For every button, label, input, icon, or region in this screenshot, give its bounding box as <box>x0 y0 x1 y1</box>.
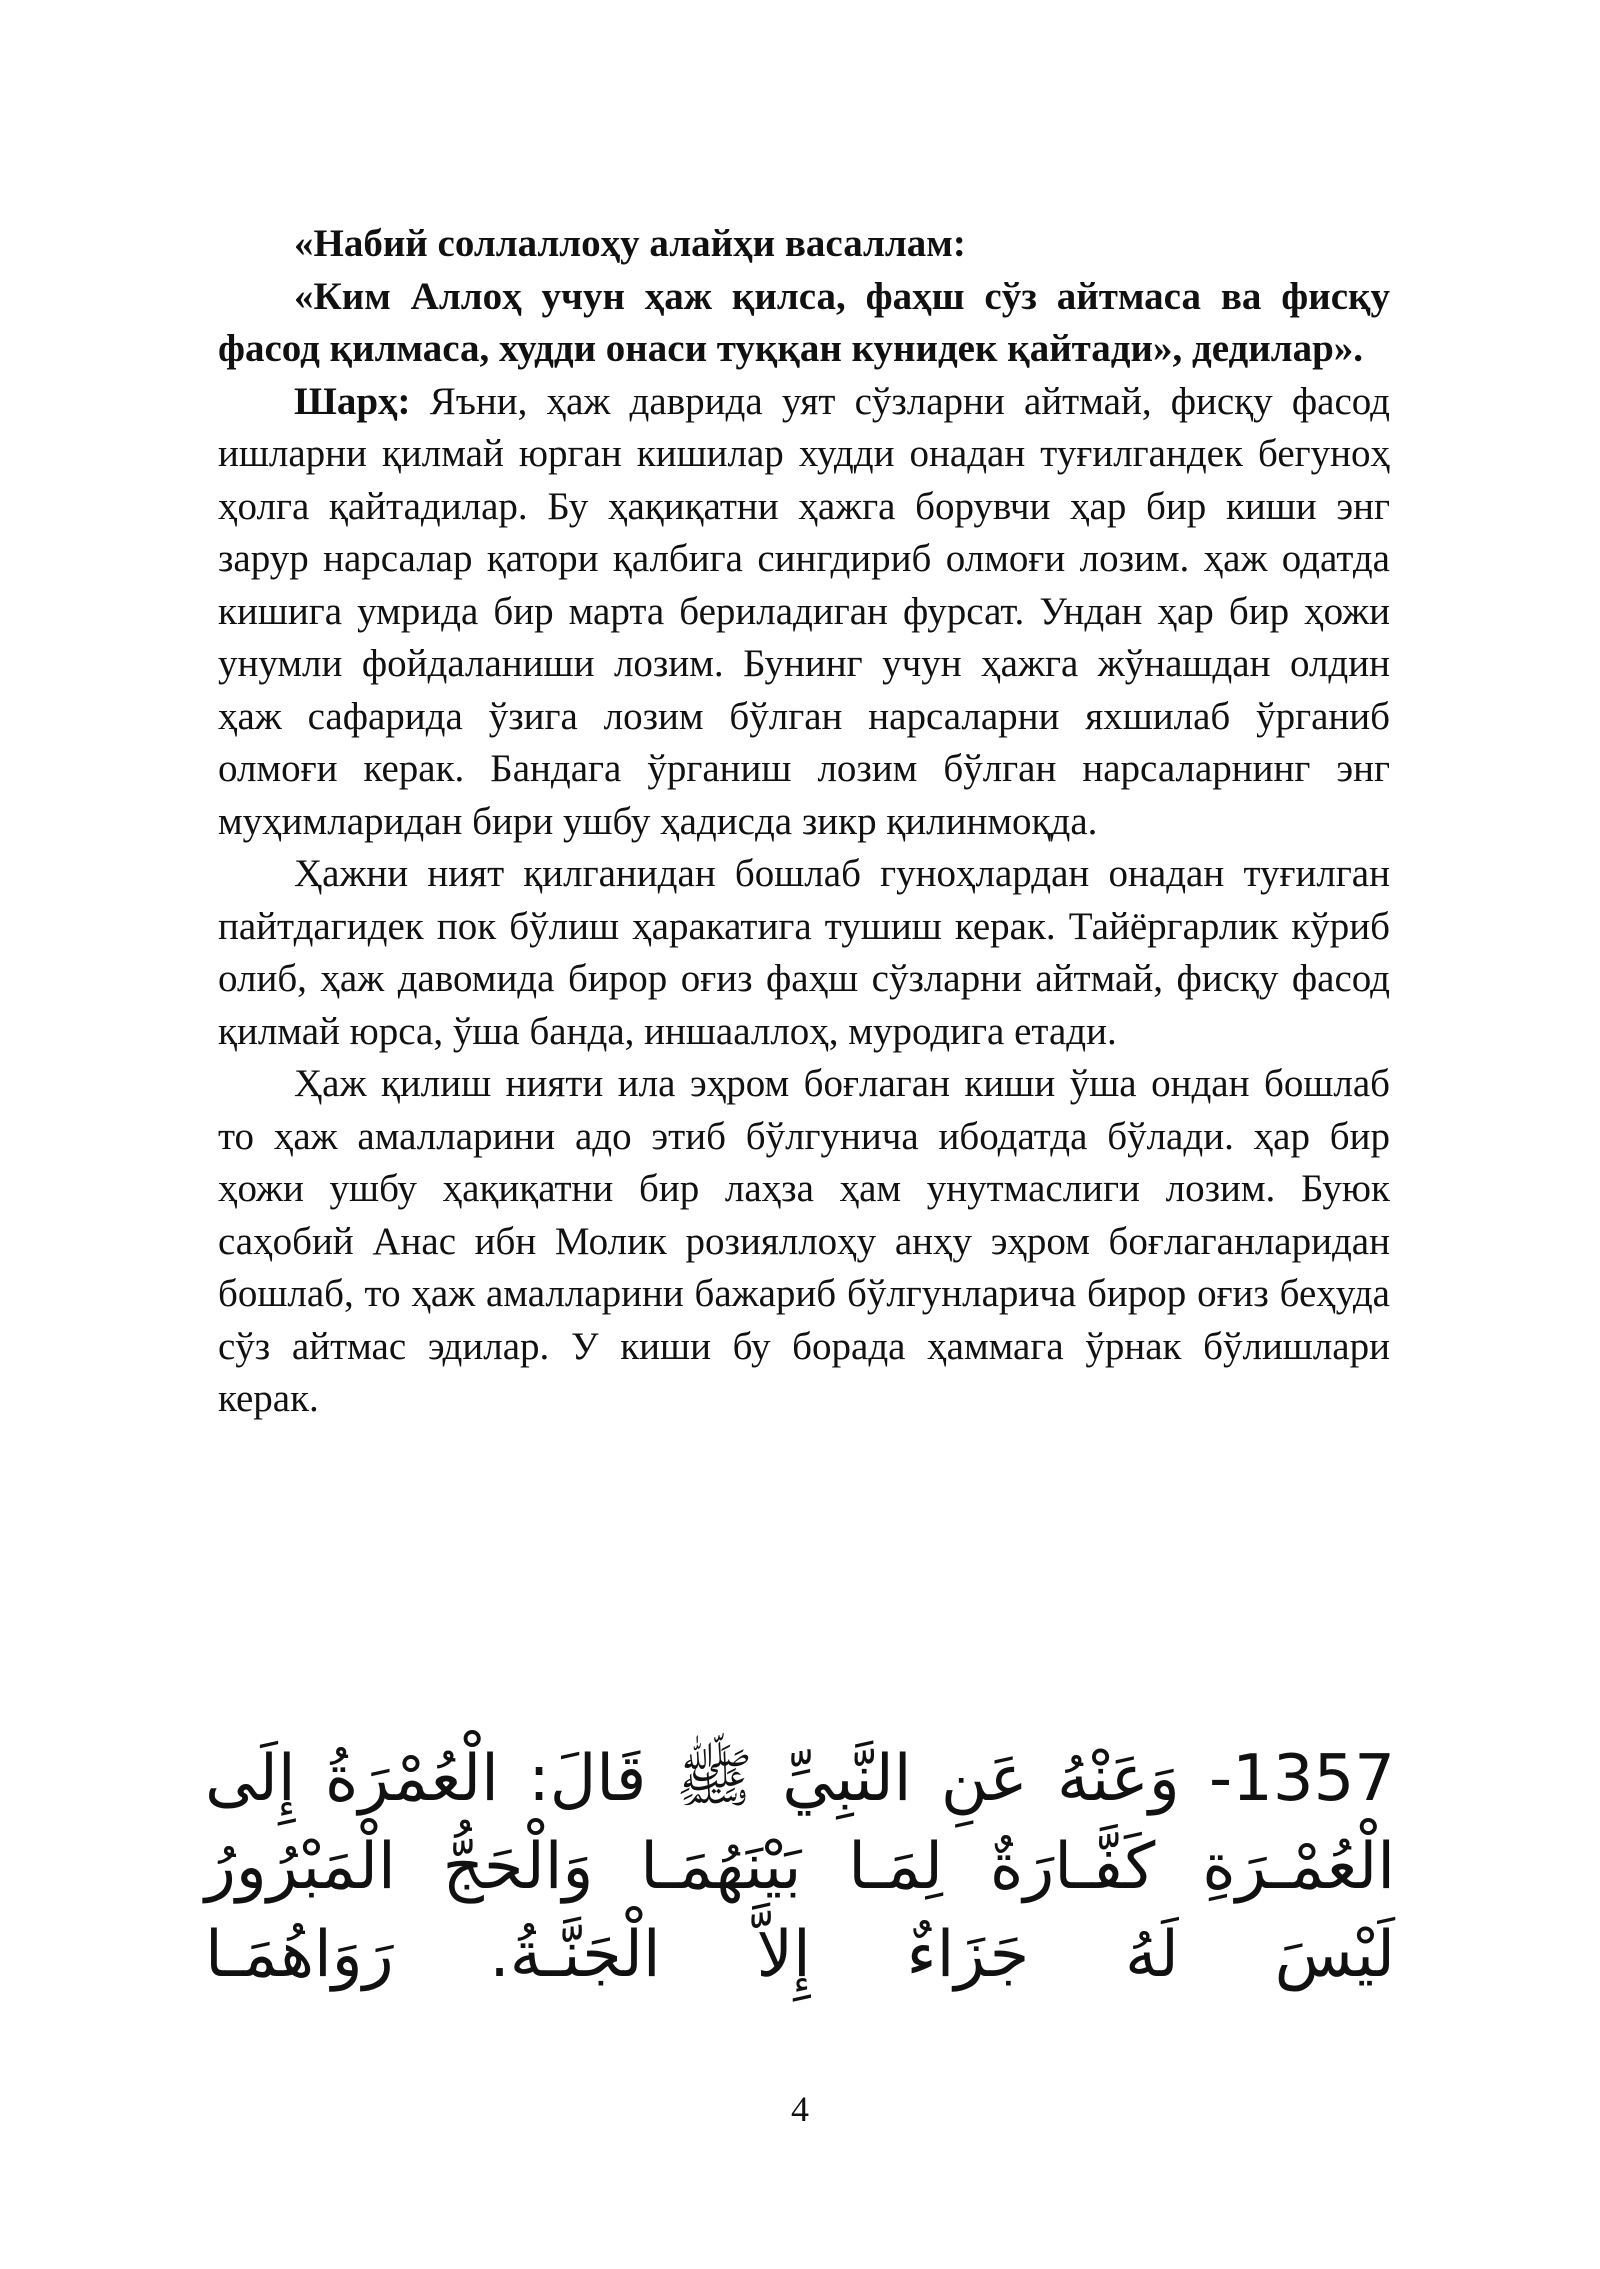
paragraph-3: Ҳаж қилиш нияти ила эҳром боғлаган киши ўша ондан бошлаб то ҳаж амалларини адо этиб бўлгунича ибодатда бўлади. ҳар бир ҳожи ушбу ҳақиқатни бир лаҳза ҳам унутмаслиги лозим. Буюк саҳобий Анас ибн Молик розияллоҳу анҳу эҳром боғлаганларидан бошлаб, то ҳаж амалларини бажариб бўлгунларича бирор оғиз беҳуда сўз айтмас эдилар. У киши бу борада ҳаммага ўрнак бўлишлари керак. <box>218 1062 1390 1420</box>
hadith-quote: «Ким Аллоҳ учун ҳаж қилса, фаҳш сўз айтмаса ва фисқу фасод қилмаса, худди онаси туққан кунидек қайтади», дедилар». <box>218 274 1390 370</box>
page-number: 4 <box>791 2089 809 2129</box>
sharh-label: Шарҳ: <box>294 379 411 423</box>
document-body <box>218 218 1390 1426</box>
sharh-paragraph <box>218 376 1390 849</box>
arabic-hadith: 1357- وَعَنْهُ عَنِ النَّبِيِّ ﷺ قَالَ: الْعُمْرَةُ إِلَى الْعُمْـرَةِ كَفَّـارَةٌ لِمَـا بَيْنَهُمَـا وَالْحَجُّ الْمَبْرُورُ لَيْسَ لَهُ جَزَاءٌ إِلاَّ الْجَنَّـةُ. رَوَاهُمَـا <box>205 1742 1395 1992</box>
sharh-text: Яъни, ҳаж даврида уят сўзларни айтмай, фисқу фасод ишларни қилмай юрган кишилар худди онадан туғилгандек бегуноҳ ҳолга қайтадилар. Бу ҳақиқатни ҳажга борувчи ҳар бир киши энг зарур нарсалар қатори қалбига сингдириб олмоғи лозим. ҳаж одатда кишига умрида бир марта бериладиган фурсат. Ундан ҳар бир ҳожи унумли фойдаланиши лозим. Бунинг учун ҳажга жўнашдан олдин ҳаж сафарида ўзига лозим бўлган нарсаларни яхшилаб ўрганиб олмоғи керак. Бандага ўрганиш лозим бўлган нарсаларнинг энг муҳимларидан бири ушбу ҳадисда зикр қилинмоқда. <box>218 379 1390 843</box>
intro-line: «Набий соллаллоҳу алайҳи васаллам: <box>294 222 966 265</box>
paragraph-2: Ҳажни ният қилганидан бошлаб гуноҳлардан онадан туғилган пайтдагидек пок бўлиш ҳаракатига тушиш керак. Тайёргарлик кўриб олиб, ҳаж давомида бирор оғиз фаҳш сўзларни айтмай, фисқу фасод қилмай юрса, ўша банда, иншааллоҳ, муродига етади. <box>218 852 1390 1053</box>
